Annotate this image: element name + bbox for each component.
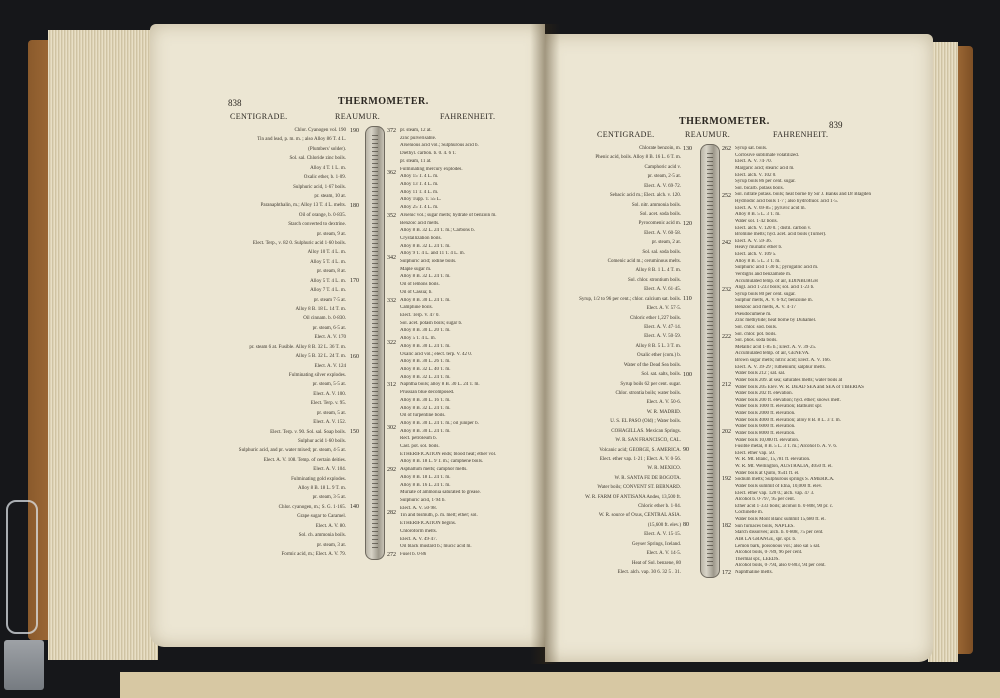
- scale-entry: Syrup, 1/2 to 96 per cent.; chlor. calcium sat. boils.: [579, 296, 681, 302]
- book-stand-base: [4, 640, 44, 690]
- scale-entry: Hydriodic acid boils 1·7 ; also hydrofluor. acid 1·5.: [735, 199, 839, 204]
- scale-entry: Water of the Dead Sea boils.: [623, 362, 681, 368]
- centigrade-tick-label: 130: [683, 146, 692, 152]
- scale-entry: Sol. chlor. sod. boils.: [735, 324, 778, 330]
- scale-entry: Fulminating silver explodes.: [288, 372, 346, 378]
- page-number: 838: [228, 98, 242, 108]
- scale-entry: Elect. A. V. 108. Temp. of certain deities.: [263, 457, 346, 463]
- scale-entry: Water boils 212 ; sat. sal.: [735, 371, 786, 377]
- scale-entry: Elect. A. V. 100.: [313, 391, 346, 397]
- scale-entry: pr. steam, 5·5 at.: [312, 382, 346, 388]
- scale-entry: Sol. sat. salts, boils.: [641, 372, 681, 378]
- scale-entry: Alloy 8 B. 30 L. 24 T. m.; oil juniper b.: [400, 420, 479, 426]
- scale-entry: Elect. ether vap. 120 0.; alch. vap. 47 3.: [735, 490, 815, 496]
- scale-entry: Sol. acet. soda boils.: [639, 211, 681, 217]
- scale-entry: Alloy 7 T. 4 L. m.: [310, 288, 346, 294]
- scale-entry: pr. steam 6 at. Fusible. Alloy 8 B. 32 L. 36 T. m.: [249, 344, 346, 350]
- scale-entry: Elect. A. V. 57·5.: [646, 306, 681, 312]
- fahrenheit-tick-label: 342: [387, 255, 396, 262]
- scale-entry: W. R. Mt. Wellington, AUSTRALIA, 4050 ft. el.: [735, 464, 833, 469]
- scale-entry: Sol. phos. soda boils.: [735, 338, 778, 344]
- scale-entry: Alloy 8 B. 18 L. 14 T. m.: [295, 307, 346, 313]
- fahrenheit-tick-label: 252: [722, 193, 731, 200]
- scale-entry: Oxalic ether, b. 1·09.: [303, 175, 346, 181]
- scale-entry: Sulphuric acid, 1·67 boils.: [293, 184, 346, 190]
- scale-entry: Sol. ch. ammonia boils.: [298, 533, 346, 539]
- scale-entry: Alcohol boils, 0·794, also 0·803, 94 per cent.: [735, 563, 826, 569]
- scale-entry: Alloy 8 B. 30 L. 24 T. m.: [400, 343, 451, 349]
- scale-entry: Alloy 8 B. 30 L. 24 T. m.: [400, 297, 451, 303]
- scale-entry: U. S. EL PASO (Old) ; Water boils.: [610, 419, 681, 425]
- scale-entry: Sulphur melts, A. V. 6·92; benzoine m.: [735, 298, 813, 304]
- scale-entry: Sol. nitrate potass. boils; heat borne by Sir J. Banks and Dr Blagden: [735, 192, 871, 198]
- scale-entry: Elect. A. V. 49·47.: [400, 536, 437, 542]
- scale-entry: Alloy 8 B. 5 L. 3 T. m.: [735, 212, 781, 218]
- scale-entry: Grape sugar to Caramel.: [297, 514, 346, 520]
- scale-entry: Elect. Terp. V. 47 0.: [400, 313, 440, 319]
- scale-entry: Corrosive sublimate volatilized.: [735, 152, 800, 158]
- scale-entry: Elect. alch. V. 102 0.: [735, 172, 777, 178]
- scale-entry: Arsenious acid vol.; Sulphurous acid b.: [400, 143, 479, 149]
- scale-entry: Syrup sat. boils.: [735, 146, 768, 151]
- scale-entry: Alloy 15 T. 4 L. m.: [400, 174, 439, 180]
- scale-entry: Ether acid 1·333 boils; alcohol b. 0·808, 90 pr. c.: [735, 503, 834, 509]
- fahrenheit-tick-label: 212: [722, 381, 731, 388]
- scale-entry: Water boils 4000 ft. elevation; alloy 8 B. 8 L. 3 T. m.: [735, 417, 841, 423]
- scale-entry: Alloy 25 T. 4 L. m.: [400, 205, 439, 211]
- scale-entry: Alloy 8 B. 18 L. 9 T. m.; camphene boils.: [400, 459, 484, 465]
- scale-entry: Arsenic vol.; sugar melts; hydrate of benzoin m.: [400, 212, 497, 218]
- scale-entry: Heat of Sol. benzene, 80: [631, 560, 681, 566]
- scale-entry: Cast. pot. sol. boils.: [400, 444, 440, 450]
- scale-entry: Alloy 8 B. 5 L. 3 T. m.: [635, 343, 681, 349]
- scale-entry: Alloy 10 T. 4 L. m.: [307, 250, 346, 256]
- centigrade-tick-label: 120: [683, 221, 692, 228]
- scale-entry: Elect. A. V. 47·14.: [644, 325, 681, 331]
- fahrenheit-tick-label: 362: [387, 170, 396, 177]
- scale-entry: Alloy 8 B. 32 L. 24 T. m.: [400, 274, 451, 280]
- scale-entry: Fulminating gold explodes.: [291, 476, 346, 482]
- right-page: [545, 34, 933, 662]
- scale-entry: Naphthaline melts.: [735, 570, 773, 575]
- scale-entry: Elect. A. V. 39·29 ; ruthenium; salphur melts.: [735, 364, 826, 370]
- scale-entry: Thermal spr., LEEDS.: [735, 556, 780, 562]
- scale-entry: Cochinelle m.: [735, 510, 764, 516]
- scale-entry: Elect. Terp. v. 95.: [310, 401, 346, 407]
- scale-entry: Paranaphthalin, m.; Alloy 13 T. 4 L. melts.: [260, 203, 346, 209]
- scale-entry: Alloy 8 B. 30 L. 20 T. m.: [400, 328, 451, 334]
- fahrenheit-tick-label: 302: [387, 424, 396, 431]
- scale-entry: Sulphuric acid, 1·94 b.: [400, 498, 446, 504]
- scale-entry: Accumulated temp. of air, GENEVA.: [735, 351, 810, 357]
- scale-entry: W. R. SANTA FE DE BOGOTA.: [614, 475, 681, 481]
- scale-entry: Sol. bicarb. potass boils.: [735, 185, 784, 191]
- fahrenheit-tick-label: 192: [722, 475, 731, 482]
- scale-entry: COHAGILLAS. Mexican Springs.: [611, 428, 681, 434]
- book-gutter: [530, 24, 560, 664]
- scale-entry: Fusible metal, 8 B. 5 L. 3 T. m.; Alcohol b. A. V. 6.: [735, 444, 838, 450]
- scale-entry: Oil of turpentine boils.: [400, 413, 446, 419]
- scale-entry: Oil of lemons boils.: [400, 282, 440, 288]
- scale-entry: Chlorate benzoin, m.: [639, 146, 681, 151]
- scale-entry: Alloy 8 B. 18 L. 24 T. m.: [400, 474, 451, 480]
- scale-entry: Zinc pulverisable.: [400, 135, 437, 141]
- scale-entry: Elect. A. V. 50·59.: [644, 334, 681, 340]
- scale-entry: Alloy 13 T. 4 L. m.: [400, 181, 439, 187]
- scale-entry: W. R. SAN FRANCISCO, CAL.: [615, 438, 681, 444]
- fahrenheit-tick-label: 182: [722, 522, 731, 529]
- scale-entry: pr. steam, 12 at.: [400, 128, 432, 133]
- scale-entry: Alloy 5 B. 32 L. 24 T. m.: [295, 354, 346, 360]
- scale-entry: pr. steam, 10 at.: [314, 193, 346, 199]
- scale-entry: Elect. A. V. 170: [314, 335, 346, 341]
- thermometer-tube: [365, 126, 385, 560]
- scale-entry: Water boils 200 ft. elevation; hyd. ether; snows melt.: [735, 397, 841, 403]
- scale-entry: Maple sugar m.: [400, 266, 432, 272]
- scale-entry: Alloy 8 B. 30 L. 16 T. m.: [400, 397, 451, 403]
- fahrenheit-tick-label: 292: [387, 467, 396, 474]
- scale-entry: Oxalic acid vol.; elect. terp. V. 42 0.: [400, 351, 473, 357]
- fahrenheit-tick-label: 372: [387, 128, 396, 134]
- scale-entry: Pseudocumene m.: [735, 311, 772, 317]
- scale-entry: Alloy 5 T. 4 L. m.: [310, 278, 346, 284]
- scale-entry: Alloy 8 B. 18 L. 9 T. m.: [297, 486, 346, 492]
- scale-entry: Water boils 202 ft. elevation.: [735, 391, 793, 397]
- scale-entry: Alloy 8 B. 16 L. 24 T. m.: [400, 482, 451, 488]
- scale-entry: Syrup boils 80 per cent. sugar.: [735, 291, 796, 297]
- scale-entry: ETHERIFICATION begins.: [400, 521, 457, 527]
- scale-entry: Crystallization boils.: [400, 235, 442, 241]
- left-page: [150, 24, 545, 647]
- column-header-centigrade: CENTIGRADE.: [230, 112, 288, 121]
- scale-entry: Alloy 8 B. 5 L. 3 T. m.: [735, 258, 781, 264]
- scale-entry: Elect. A. V. 69·72.: [644, 183, 681, 189]
- centigrade-tick-label: 90: [683, 446, 689, 453]
- scale-entry: Elect. ether vap. 50.: [735, 450, 775, 456]
- scale-entry: Fusel b. 0·86: [400, 552, 427, 557]
- scale-entry: Sol. sal. Chloride zinc boils.: [289, 156, 346, 162]
- scale-entry: Chloric ether b. 1·04.: [638, 504, 681, 510]
- thermometer-scale: [372, 135, 378, 551]
- fahrenheit-tick-label: 322: [387, 340, 396, 346]
- scale-entry: Alloy 8 B. 32 L. 40 T. m.: [400, 366, 451, 372]
- scale-entry: Water boils 8000 ft. elevation.: [735, 430, 796, 436]
- scale-entry: Oil black mustard b.; mucic acid m.: [400, 544, 472, 550]
- fahrenheit-tick-label: 352: [387, 212, 396, 219]
- scale-entry: Chlor. cyanogen, m.; S. G. 1·165.: [278, 504, 346, 510]
- scale-entry: pr. steam, 8 at.: [316, 269, 346, 275]
- thermometer-tube: [700, 144, 720, 578]
- scale-entry: Water boils 205 Elev. W. R. DEAD SEA and SEA of TIBERIAS: [735, 384, 864, 390]
- centigrade-tick-label: 170: [350, 278, 359, 285]
- scale-entry: Alloy 9 T. 4 L. and 11 T. 4 L. m.: [400, 251, 465, 257]
- scale-entry: Benzoic acid melts.: [400, 220, 440, 226]
- scale-entry: Sun furnaces boils, NAPLES.: [735, 523, 795, 529]
- scale-entry: Geyser Springs, Iceland.: [631, 541, 681, 547]
- scale-entry: Verdigris and benzamide m.: [735, 271, 792, 277]
- scale-entry: Tin and lead, p. m. m. ; also Alloy 86 T. 4 L.: [257, 137, 346, 143]
- page-edges-left: [48, 30, 158, 660]
- scale-entry: Margaric acid; stearic acid m.: [735, 165, 795, 171]
- scale-entry: Alcohol boils, 0·789, 96 per cent.: [735, 550, 803, 556]
- scale-entry: Water boils Mont Blanc summit 15,680 ft. el.: [735, 517, 826, 522]
- page-title: THERMOMETER.: [338, 96, 429, 107]
- fahrenheit-tick-label: 222: [722, 334, 731, 341]
- scale-entry: pr. steam, 11 at.: [400, 158, 432, 164]
- scale-entry: Zinc methylide; heat borne by Duhamel.: [735, 318, 817, 324]
- column-header-fahrenheit: FAHRENHEIT.: [440, 112, 496, 121]
- scale-entry: Alloy 8 B. 32 L. 24 T. m.: [400, 243, 451, 249]
- scale-entry: pr. steam, 9 at.: [316, 231, 346, 237]
- scale-entry: Water boils; CONVENT ST. BERNARD.: [597, 485, 681, 491]
- scale-entry: Starch dissolves; alch. b. 0·808, 75 per cent.: [735, 530, 824, 536]
- scale-entry: Water boils 10,000 ft. elevation.: [735, 437, 800, 443]
- scale-entry: Elect. A. V. 69·85 ; pyruvic acid m.: [735, 205, 806, 211]
- scale-entry: Bromine melts; hyd. acet. acid boils (Turner).: [735, 232, 827, 238]
- scale-entry: Elect. Terp., v. 82 0. Sulphuric acid 1·60 boils.: [252, 241, 346, 247]
- fahrenheit-tick-label: 242: [722, 240, 731, 247]
- scale-entry: Volcanic acid; GEORGE, S. AMERICA.: [599, 447, 681, 453]
- scale-entry: Naphtha boils; alloy 8 B. 30 L. 24 T. m.: [400, 382, 480, 388]
- scale-entry: Diethyl. carbon. b. 0. 4. 6 T.: [400, 151, 457, 157]
- centigrade-tick-label: 80: [683, 522, 689, 528]
- scale-entry: Accumulated temp. of air, EDINBURGH: [735, 278, 818, 284]
- scale-entry: Alloy Tupp. T. 55 L.: [400, 197, 442, 203]
- scale-entry: W. R. MADRID.: [646, 409, 681, 415]
- scale-entry: Alloy 8 B. 1 L. 4 T. m.: [635, 268, 681, 274]
- scale-entry: ETHERIFICATION ends; blood heat; ether vol.: [400, 451, 497, 457]
- scale-entry: Sodium melts; Sulphurous springs S. AMERICA.: [735, 477, 835, 483]
- scale-entry: Syrup boils 86 per cent. sugar.: [735, 179, 796, 185]
- scale-entry: Starch converted to dextrine.: [288, 222, 346, 228]
- fahrenheit-tick-label: 232: [722, 287, 731, 294]
- scale-entry: Elect. A. V. 60·58.: [644, 230, 681, 236]
- scale-entry: Elect. A. V. 74·70.: [735, 159, 772, 165]
- scale-entry: Elect. A. V. 61·45.: [644, 287, 681, 293]
- scale-entry: Sol. acet. potash boils; sugar b.: [400, 320, 463, 326]
- scale-entry: Fulminating mercury explodes.: [400, 166, 463, 172]
- scale-entry: Benzoic acid melts, A. V. 4·17: [735, 305, 796, 310]
- scale-entry: Tin and bismuth, p. m. melt; ether; sol.: [400, 513, 478, 519]
- scale-entry: Muriate of ammonia saturated to grease.: [400, 490, 481, 496]
- scale-entry: Metallic acid 1·85 b.; Elect. A. V. 39·25.: [735, 344, 817, 350]
- scale-entry: Elect. Terp. v. 90. Sol. sal. Soap boils.: [270, 429, 346, 435]
- centigrade-tick-label: 160: [350, 353, 359, 360]
- centigrade-tick-label: 150: [350, 428, 359, 435]
- scale-entry: Elect. A. V. 124: [314, 363, 346, 369]
- centigrade-tick-label: 180: [350, 203, 359, 210]
- scale-entry: Sebacic acid m.; Elect. alch. v. 120.: [609, 193, 681, 199]
- scale-entry: Elect. A. V. 14·5.: [646, 551, 681, 557]
- scale-entry: Water boils 209. at sea; saturates melts; water boils at: [735, 377, 843, 383]
- page-number: 839: [829, 120, 843, 130]
- scale-entry: Oil of Cassia; b.: [400, 289, 433, 295]
- scale-entry: Alloy 5 T. 4 L. m.: [310, 259, 346, 265]
- scale-entry: pr. steam, 6·5 at.: [312, 325, 346, 331]
- scale-entry: Lemon bark, poisonous vol.; also sal 5 sat.: [735, 543, 821, 549]
- scale-entry: Chlor. Cyanogen vol. 190: [294, 128, 346, 133]
- column-header-centigrade: CENTIGRADE.: [597, 130, 655, 139]
- scale-entry: Oil cinnam. b. 0·830.: [303, 316, 346, 322]
- fahrenheit-tick-label: 272: [387, 552, 396, 558]
- centigrade-tick-label: 100: [683, 371, 692, 378]
- scale-entry: (Plumbers' solder).: [308, 146, 346, 152]
- scale-entry: Heavy muriatic ether b.: [735, 245, 783, 251]
- scale-entry: Oxalic ether (com.) b.: [636, 353, 681, 359]
- table-edge: [120, 672, 1000, 698]
- scale-entry: pr. steam 7·5 at.: [313, 297, 346, 303]
- scale-entry: Elect. A. V. 152.: [313, 420, 346, 426]
- scale-entry: Chloric ether 1,227 boils.: [630, 315, 681, 321]
- scale-entry: Alloy 8 B. 32 L. 24 T. m.: [400, 405, 451, 411]
- scale-entry: Comenic acid m.; ceruminous melts.: [607, 259, 681, 265]
- column-header-reaumur: REAUMUR.: [685, 130, 731, 139]
- scale-entry: W. R. FARM OF ANTISANA Andes, 13,500 ft.: [585, 494, 681, 500]
- fahrenheit-tick-label: 282: [387, 509, 396, 516]
- scale-entry: Elect. ether vap. 1·21 ; Elect. A. V. 0·56.: [599, 456, 681, 462]
- fahrenheit-tick-label: 262: [722, 146, 731, 152]
- fahrenheit-tick-label: 332: [387, 297, 396, 304]
- scale-entry: Sulphur acid 1·60 boils.: [297, 438, 346, 444]
- scale-entry: Chloroform melts.: [400, 528, 437, 534]
- scale-entry: Prussian blue decomposed.: [400, 390, 455, 396]
- scale-entry: Formic acid, m.; Elect. A. V. 79.: [281, 552, 346, 557]
- scale-entry: Pyrocomenic acid m.: [638, 221, 681, 227]
- scale-entry: Brown sugar melts; nitric acid; Elect. A. V. 166.: [735, 358, 831, 363]
- scale-entry: pr. steam, 2 at.: [651, 240, 681, 246]
- scale-entry: Elect. A. V. 50·6.: [646, 400, 681, 406]
- scale-entry: Alloy 11 T. 4 L. m.: [400, 189, 439, 195]
- scale-entry: Sulphuric acid; iodine boils.: [400, 259, 457, 265]
- scale-entry: Rect. petroleum b.: [400, 436, 437, 442]
- scale-entry: Elect. A. V. 104.: [313, 467, 346, 473]
- scale-entry: Alloy 8 B. 32 L. 24 T. m.: [400, 374, 451, 380]
- scale-entry: W. R. Mt. Blanc, 15,781 ft. elevation.: [735, 457, 811, 463]
- scale-entry: Alloy 4 T. 1 L. m.: [310, 165, 346, 171]
- scale-entry: Alloy 5 T. 4 L. m.: [400, 336, 436, 342]
- scale-entry: Syrup boils 62 per cent. sugar.: [620, 381, 681, 387]
- fahrenheit-tick-label: 172: [722, 570, 731, 576]
- scale-entry: Sol. chlor. pot. boils.: [735, 331, 777, 337]
- scale-entry: Elect. A. V. 80.: [315, 523, 346, 529]
- scale-entry: Water boils 2000 ft. elevation.: [735, 411, 796, 416]
- centigrade-tick-label: 190: [350, 128, 359, 134]
- scale-entry: W. R. source of Oxus, CENTRAL ASIA.: [598, 513, 681, 519]
- column-header-reaumur: REAUMUR.: [335, 112, 381, 121]
- scale-entry: Sol. chlor. strontium boils.: [627, 277, 681, 283]
- scale-entry: Sulphuric acid, and pr. water mixed; pr. steam, 4·5 at.: [238, 448, 346, 454]
- thermometer-scale: [707, 153, 713, 569]
- scale-entry: Chlor. strontia boils; water boils.: [615, 390, 681, 396]
- scale-entry: Camphoric acid v.: [644, 164, 681, 170]
- centigrade-tick-label: 140: [350, 504, 359, 510]
- scale-entry: AIR LA GRANGE, spr. spr. b.: [735, 536, 797, 542]
- scale-entry: Water boils 6000 ft. elevation.: [735, 424, 796, 430]
- scale-entry: (15,600 ft. elev.): [647, 522, 681, 528]
- scale-entry: Water boils 1000 ft. elevation; Bathurst spr.: [735, 404, 823, 410]
- scale-entry: pr. steam, 3 at.: [316, 542, 346, 548]
- centigrade-tick-label: 110: [683, 296, 692, 303]
- scale-entry: Elect. alch. V. 120 0. ; distil. carbon v.: [735, 225, 812, 231]
- scale-entry: Elect. A. V. 50·98.: [400, 505, 437, 511]
- scale-entry: Phenic acid, boils. Alloy 8 B. 16 L. 6 T. m.: [595, 155, 681, 161]
- scale-entry: Camphine boils.: [400, 305, 433, 311]
- fahrenheit-tick-label: 312: [387, 382, 396, 389]
- page-title: THERMOMETER.: [679, 116, 770, 127]
- scale-entry: Elect. A. V. 15·15.: [644, 532, 681, 538]
- scale-entry: Alloy 8 B. 30 L. 24 T. m.: [400, 428, 451, 434]
- scale-entry: Angl. acid 1·233 boils; sol. acid 1·23 b.: [735, 285, 815, 291]
- scale-entry: Sol. nitr. ammonia boils.: [631, 202, 681, 208]
- scale-entry: Alloy 8 B. 32 L. 24 T. m.; Carbons b.: [400, 228, 475, 234]
- scale-entry: pr. steam, 5 at.: [316, 410, 346, 416]
- scale-entry: Alcohol b. 0·797, 95 per cent.: [735, 497, 795, 503]
- scale-entry: Elect. alch. V. 109 5.: [735, 252, 777, 257]
- scale-entry: Sol. sal. soda boils.: [642, 249, 681, 255]
- scale-entry: Water sol. 1·42 boils.: [735, 218, 778, 224]
- scale-entry: pr. steam, 3·5 at.: [312, 495, 346, 501]
- scale-entry: Elect. A. V. 59·36.: [735, 238, 772, 244]
- column-header-fahrenheit: FAHRENHEIT.: [773, 130, 829, 139]
- scale-entry: Oil of orange, b. 0·835.: [298, 212, 346, 218]
- scale-entry: W. R. MEXICO.: [647, 466, 681, 472]
- scale-entry: pr. steam, 2·5 at.: [647, 174, 681, 180]
- scale-entry: Sulphuric acid 1·30 b.; pyrogallic acid m.: [735, 265, 819, 271]
- scale-entry: Alloy 8 B. 30 L. 26 T. m.: [400, 359, 451, 365]
- fahrenheit-tick-label: 202: [722, 428, 731, 435]
- scale-entry: Asphaltum melts; camphor melts.: [400, 467, 468, 473]
- book-stand-clip: [6, 500, 38, 634]
- scale-entry: Water boils at Quito, 9541 ft. el.: [735, 470, 800, 476]
- scale-entry: Elect. alch. vap. 30 6. 32 5 . 31.: [617, 570, 681, 575]
- scale-entry: Water boils summit of Etna, 10,000 ft. elev.: [735, 483, 823, 489]
